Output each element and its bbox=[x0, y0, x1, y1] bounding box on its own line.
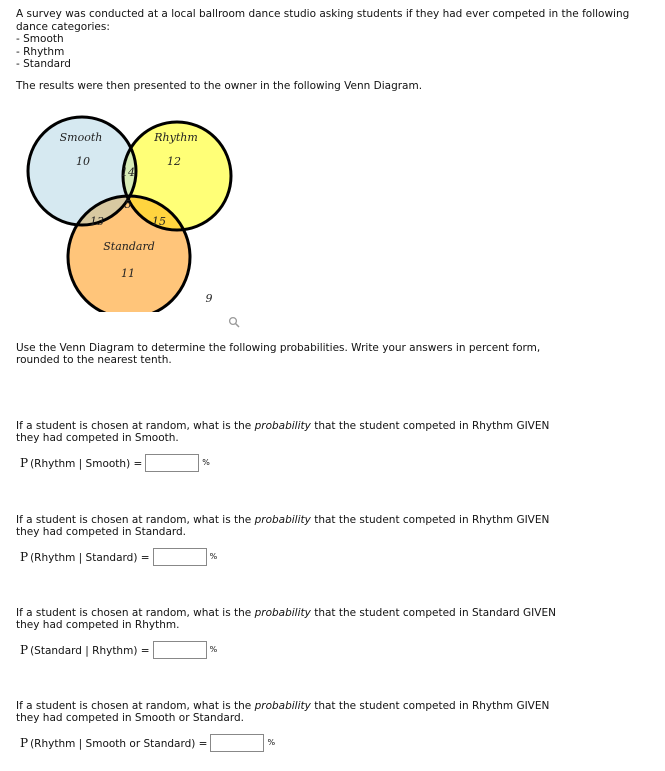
answer-input-rhythm-given-smooth[interactable] bbox=[145, 454, 199, 472]
value-outside: 9 bbox=[205, 292, 213, 305]
intro-text: A survey was conducted at a local ballroom dance studio asking students if they had ever competed in the following dance categories: bbox=[16, 8, 630, 33]
probability-expression: P (Rhythm | Smooth or Standard) = bbox=[20, 735, 208, 750]
category-standard: - Standard bbox=[16, 58, 71, 70]
question-4 bbox=[16, 700, 576, 752]
percent-unit: % bbox=[209, 645, 218, 654]
answer-row bbox=[16, 548, 576, 566]
answer-input-rhythm-given-smooth-or-standard[interactable] bbox=[210, 734, 264, 752]
problem-intro bbox=[16, 8, 636, 71]
category-rhythm: - Rhythm bbox=[16, 45, 65, 58]
value-rhythm-only: 12 bbox=[167, 155, 181, 168]
probability-expression: P (Standard | Rhythm) = bbox=[20, 642, 150, 657]
value-rhythm-standard: 15 bbox=[152, 215, 166, 228]
question-text: If a student is chosen at random, what is the probability that the student competed in Rhythm GIVEN they had competed in Smooth. bbox=[16, 420, 550, 444]
results-text: The results were then presented to the owner in the following Venn Diagram. bbox=[16, 80, 423, 92]
percent-unit: % bbox=[267, 738, 276, 747]
question-3 bbox=[16, 607, 576, 659]
answer-row bbox=[16, 641, 576, 659]
magnify-button[interactable] bbox=[228, 316, 240, 331]
value-smooth-standard: 13 bbox=[90, 215, 104, 228]
value-smooth-rhythm: 14 bbox=[121, 166, 135, 179]
category-smooth: - Smooth bbox=[16, 33, 64, 45]
value-all-three: 5 bbox=[124, 198, 132, 211]
question-text: If a student is chosen at random, what is the probability that the student competed in Standard GIVEN they had competed in Rhythm. bbox=[16, 607, 556, 631]
venn-diagram bbox=[20, 112, 240, 312]
label-smooth: Smooth bbox=[59, 131, 103, 144]
magnifier-icon bbox=[228, 316, 240, 328]
probability-expression: P (Rhythm | Standard) = bbox=[20, 549, 150, 564]
label-rhythm: Rhythm bbox=[154, 131, 198, 144]
answer-input-rhythm-given-standard[interactable] bbox=[153, 548, 207, 566]
instructions: Use the Venn Diagram to determine the following probabilities. Write your answers in percent form, rounded to the nearest tenth. bbox=[16, 342, 541, 366]
question-text: If a student is chosen at random, what is the probability that the student competed in Rhythm GIVEN they had competed in Standard. bbox=[16, 514, 550, 538]
question-2 bbox=[16, 514, 576, 566]
answer-input-standard-given-rhythm[interactable] bbox=[153, 641, 207, 659]
probability-expression: P (Rhythm | Smooth) = bbox=[20, 455, 143, 470]
answer-row bbox=[16, 454, 576, 472]
percent-unit: % bbox=[209, 552, 218, 561]
question-text: If a student is chosen at random, what is the probability that the student competed in Rhythm GIVEN they had competed in Smooth or Standard. bbox=[16, 700, 550, 724]
label-standard: Standard bbox=[103, 240, 155, 253]
percent-unit: % bbox=[202, 458, 210, 467]
value-smooth-only: 10 bbox=[76, 155, 90, 168]
value-standard-only: 11 bbox=[121, 267, 135, 280]
answer-row bbox=[16, 734, 576, 752]
question-1 bbox=[16, 420, 576, 472]
